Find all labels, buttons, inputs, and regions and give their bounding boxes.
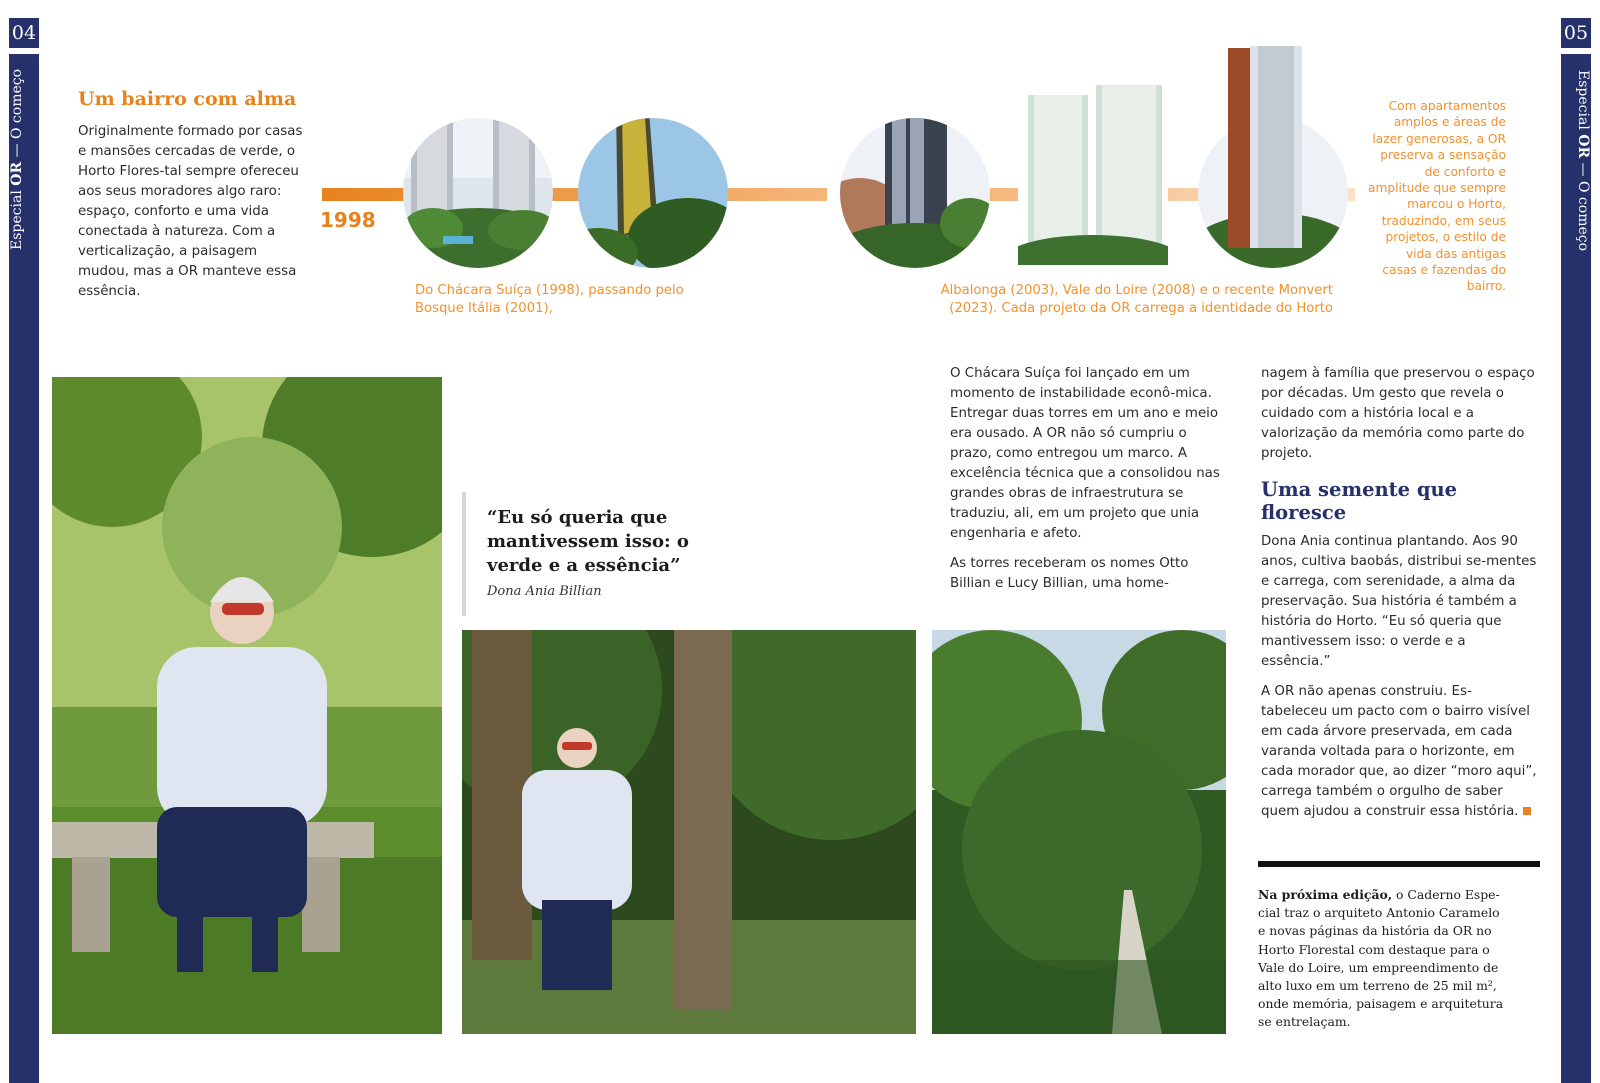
timeline-year: 1998 bbox=[320, 208, 376, 232]
article-paragraph: As torres receberam os nomes Otto Billian e Lucy Billian, uma home- bbox=[950, 556, 1189, 591]
article-paragraph: nagem à família que preservou o espaço por décadas. Um gesto que revela o cuidado com a história local e a valorização da memória como parte do projeto. bbox=[1261, 366, 1535, 461]
quote-author: Dona Ania Billian bbox=[487, 584, 602, 599]
end-square-icon bbox=[1523, 807, 1531, 815]
timeline-line-1 bbox=[322, 188, 827, 201]
building-photo-monvert bbox=[1198, 118, 1348, 268]
page-number-left: 04 bbox=[9, 18, 39, 48]
page-number-right: 05 bbox=[1561, 18, 1591, 48]
timeline-caption-left: Do Chácara Suíça (1998), passando pelo Bosque Itália (2001), bbox=[415, 283, 684, 316]
article-column-2 bbox=[1261, 364, 1537, 832]
building-photo-vale-do-loire bbox=[1018, 75, 1168, 265]
photo-dona-ania-tree bbox=[462, 630, 916, 1034]
building-photo-albalonga bbox=[840, 118, 990, 268]
left-section-label: Especial OR — O começo bbox=[9, 68, 25, 250]
timeline-side-note: Com apartamentos amplos e áreas de lazer generosas, a OR preserva a sensação de conforto e amplitude que sempre marcou o Horto, traduzindo, em seus projetos, o estilo de vida das antigas casas e fazendas do bairro. bbox=[1368, 99, 1506, 294]
right-section-label: Especial OR — O começo bbox=[1575, 70, 1591, 252]
photo-dona-ania-bench bbox=[52, 377, 442, 1034]
quote-bar bbox=[462, 492, 466, 616]
next-edition-note: Na próxima edição, o Caderno Espe-cial traz o arquiteto Antonio Caramelo e novas páginas da história da OR no Horto Florestal com destaque para o Vale do Loire, um empreendimento de alto luxo em um terreno de 25 mil m², onde memória, paisagem e arquitetura se entrelaçam. bbox=[1258, 887, 1504, 1030]
pull-quote: “Eu só queria que mantivessem isso: o verde e a essência” bbox=[487, 507, 689, 576]
article-subheading: Uma semente que floresce bbox=[1261, 478, 1458, 524]
article-paragraph: O Chácara Suíça foi lançado em um momento de instabilidade econô-mica. Entregar duas torres em um ano e meio era ousado. A OR não só cumpriu o prazo, como entregou um marco. A excelência técnica que a consolidou nas grandes obras de infraestrutura se traduziu, ali, em um projeto que unia engenharia e afeto. bbox=[950, 366, 1220, 541]
building-photo-bosque-italia bbox=[578, 118, 728, 268]
intro-title: Um bairro com alma bbox=[78, 88, 297, 110]
intro-block bbox=[78, 88, 303, 302]
building-photo-chacara-suica bbox=[403, 118, 553, 268]
article-paragraph: Dona Ania continua plantando. Aos 90 anos, cultiva baobás, distribui se-mentes e carrega, com serenidade, a alma da preservação. Sua história é também a história do Horto. “Eu só queria que mantivessem isso: o verde e a essência.” bbox=[1261, 534, 1537, 669]
article-paragraph-final: A OR não apenas construiu. Es-tabeleceu um pacto com o bairro visível em cada árvore preservada, em cada varanda voltada para o horizonte, em cada morador que, ao dizer “moro aqui”, carrega também o orgulho de saber quem ajudou a construir essa história. bbox=[1261, 684, 1537, 819]
next-edition-rule bbox=[1258, 861, 1540, 867]
photo-forest-path bbox=[932, 630, 1226, 1034]
article-column-1 bbox=[950, 364, 1232, 604]
timeline-caption-right: Albalonga (2003), Vale do Loire (2008) e o recente Monvert (2023). Cada projeto da OR carrega a identidade do Horto bbox=[940, 283, 1333, 316]
intro-text: Originalmente formado por casas e mansões cercadas de verde, o Horto Flores-tal sempre ofereceu aos seus moradores algo raro: espaço, conforto e uma vida conectada à natureza. Com a verticalização, a paisagem mudou, mas a OR manteve essa essência. bbox=[78, 124, 303, 299]
